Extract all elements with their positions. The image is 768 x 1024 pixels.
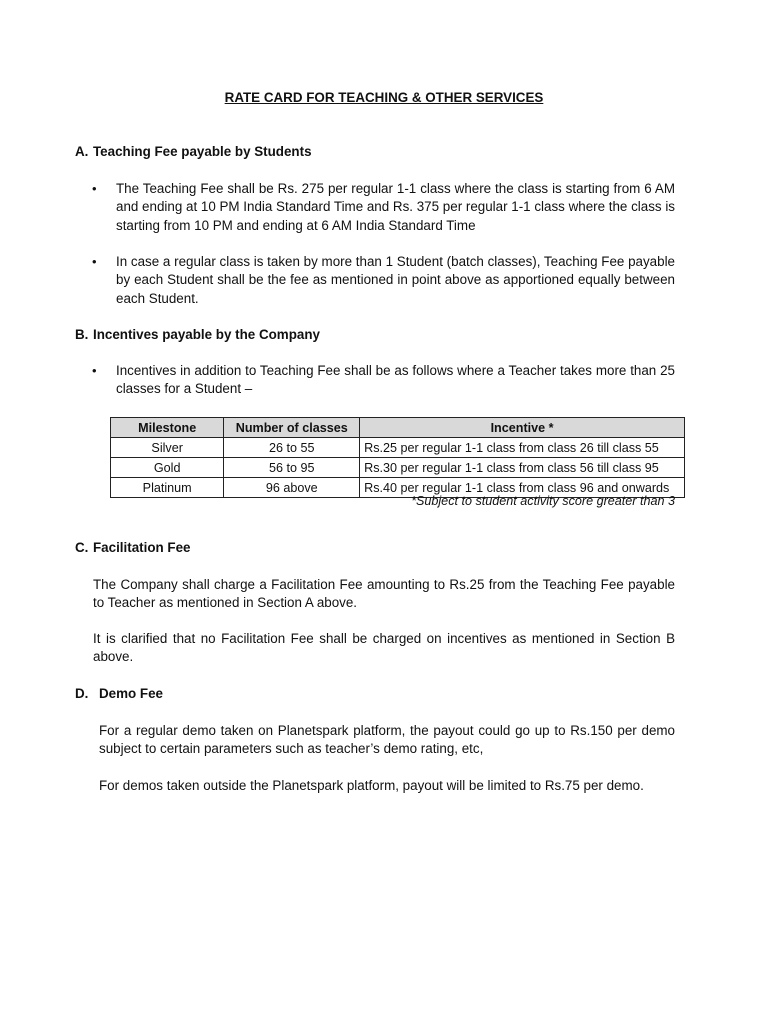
bullet-dot: • xyxy=(92,363,97,378)
section-b-title: Incentives payable by the Company xyxy=(93,327,320,342)
section-a-heading xyxy=(75,143,312,161)
bullet-dot: • xyxy=(92,181,97,196)
section-c-heading xyxy=(75,539,190,557)
bullet-dot: • xyxy=(92,254,97,269)
section-c-paragraph-2: It is clarified that no Facilitation Fee shall be charged on incentives as mentioned in Section B above. xyxy=(93,631,675,665)
table-cell: Rs.30 per regular 1-1 class from class 56 till class 95 xyxy=(360,458,685,478)
section-d-letter: D. xyxy=(75,686,89,701)
section-a-title: Teaching Fee payable by Students xyxy=(93,144,312,159)
table-header-cell: Number of classes xyxy=(224,418,360,438)
section-d-paragraph-1: For a regular demo taken on Planetspark platform, the payout could go up to Rs.150 per demo subject to certain parameters such as teacher’s demo rating, etc, xyxy=(99,723,675,757)
section-d-paragraph-2: For demos taken outside the Planetspark platform, payout will be limited to Rs.75 per demo. xyxy=(99,778,644,793)
table-cell: 56 to 95 xyxy=(224,458,360,478)
section-a-bullet-2: In case a regular class is taken by more than 1 Student (batch classes), Teaching Fee payable by each Student shall be the fee as mentioned in point above as apportioned equally between each Student. xyxy=(116,254,675,306)
section-a-letter: A. xyxy=(75,144,89,159)
table-cell: Rs.25 per regular 1-1 class from class 26 till class 55 xyxy=(360,438,685,458)
table-header-row xyxy=(111,418,685,438)
section-c-paragraph-1: The Company shall charge a Facilitation Fee amounting to Rs.25 from the Teaching Fee payable to Teacher as mentioned in Section A above. xyxy=(93,577,675,611)
table-row xyxy=(111,458,685,478)
section-b-heading xyxy=(75,326,320,344)
section-a-bullet-1: The Teaching Fee shall be Rs. 275 per regular 1-1 class where the class is starting from 6 AM and ending at 10 PM India Standard Time and Rs. 375 per regular 1-1 class where the class is starting from 10 PM and ending at 6 AM India Standard Time xyxy=(116,181,675,233)
document-title: RATE CARD FOR TEACHING & OTHER SERVICES xyxy=(224,90,544,105)
section-d-heading xyxy=(75,685,163,703)
table-footnote: *Subject to student activity score greater than 3 xyxy=(411,494,675,508)
section-c-letter: C. xyxy=(75,540,89,555)
table-cell: Gold xyxy=(111,458,224,478)
table-header-cell: Incentive * xyxy=(360,418,685,438)
table-cell: 26 to 55 xyxy=(224,438,360,458)
section-b-bullet-1: Incentives in addition to Teaching Fee shall be as follows where a Teacher takes more than 25 classes for a Student – xyxy=(116,363,675,397)
table-cell: Platinum xyxy=(111,478,224,498)
incentive-table xyxy=(110,417,685,498)
section-c-title: Facilitation Fee xyxy=(93,540,191,555)
table-row xyxy=(111,438,685,458)
table-cell: Rs.40 per regular 1-1 class from class 96 and onwards xyxy=(360,478,685,498)
table-cell: 96 above xyxy=(224,478,360,498)
table-header-cell: Milestone xyxy=(111,418,224,438)
table-cell: Silver xyxy=(111,438,224,458)
section-b-letter: B. xyxy=(75,327,89,342)
section-d-title: Demo Fee xyxy=(99,686,163,701)
